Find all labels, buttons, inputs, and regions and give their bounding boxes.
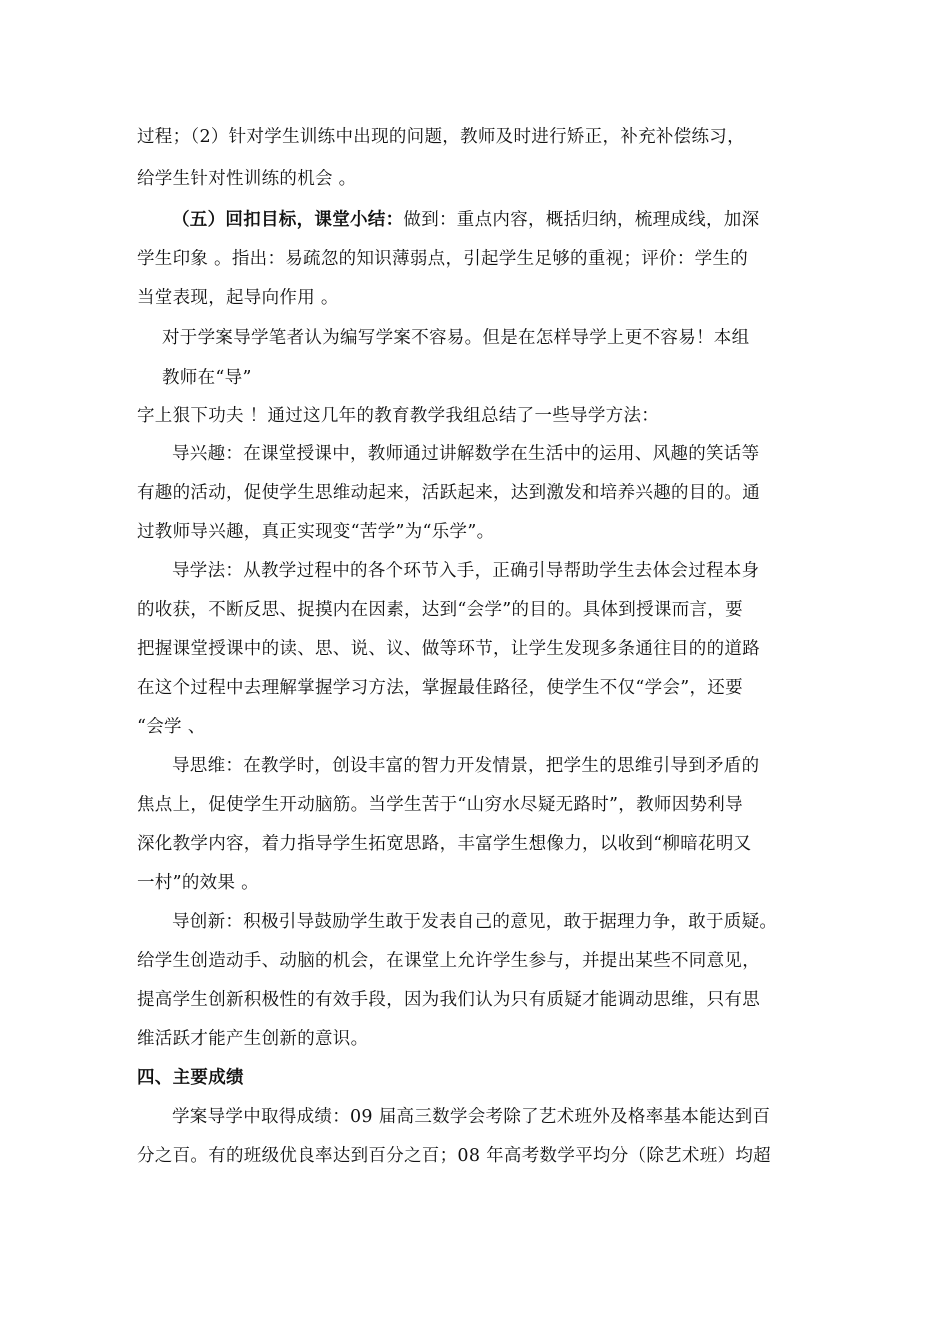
text-line: 当堂表现，起导向作用 。 bbox=[137, 288, 339, 308]
text-line: “会学 、 bbox=[137, 717, 206, 737]
text-line: 学案导学中取得成绩：09 届高三数学会考除了艺术班外及格率基本能达到百 bbox=[172, 1107, 771, 1127]
section-5-heading: （五）回扣目标，课堂小结： bbox=[172, 210, 404, 230]
text-line: 给学生针对性训练的机会 。 bbox=[137, 169, 357, 189]
section-5-text: 做到：重点内容，概括归纳，梳理成线，加深 bbox=[403, 210, 760, 230]
text-line: 过教师导兴趣，真正实现变“苦学”为“乐学”。 bbox=[137, 522, 495, 542]
text-line: 一村”的效果 。 bbox=[137, 873, 259, 893]
text-line: 把握课堂授课中的读、思、说、议、做等环节，让学生发现多条通往目的的道路 bbox=[137, 639, 760, 659]
section-4-heading: 四、主要成绩 bbox=[137, 1068, 244, 1088]
text-line: 在这个过程中去理解掌握学习方法，掌握最佳路径，使学生不仅“学会”，还要 bbox=[137, 678, 743, 698]
text-line: 导兴趣：在课堂授课中，教师通过讲解数学在生活中的运用、风趣的笑话等 bbox=[172, 444, 760, 464]
text-line: 有趣的活动，促使学生思维动起来，活跃起来，达到激发和培养兴趣的目的。通 bbox=[137, 483, 760, 503]
text-line: 对于学案导学笔者认为编写学案不容易。但是在怎样导学上更不容易！本组 bbox=[162, 328, 750, 348]
text-line: 维活跃才能产生创新的意识。 bbox=[137, 1029, 369, 1049]
text-line: 字上狠下功夫 ！通过这几年的教育教学我组总结了一些导学方法： bbox=[137, 406, 660, 426]
text-line: 教师在“导” bbox=[162, 368, 252, 388]
text-line: 学生印象 。指出：易疏忽的知识薄弱点，引起学生足够的重视；评价：学生的 bbox=[137, 249, 749, 269]
text-line: 导思维：在教学时，创设丰富的智力开发情景，把学生的思维引导到矛盾的 bbox=[172, 756, 760, 776]
text-line: 提高学生创新积极性的有效手段，因为我们认为只有质疑才能调动思维，只有思 bbox=[137, 990, 760, 1010]
text-line: 过程；（2）针对学生训练中出现的问题，教师及时进行矫正，补充补偿练习， bbox=[137, 127, 745, 147]
text-line: 导创新：积极引导鼓励学生敢于发表自己的意见，敢于据理力争，敢于质疑。 bbox=[172, 912, 778, 932]
text-line: 的收获，不断反思、捉摸内在因素，达到“会学”的目的。具体到授课而言，要 bbox=[137, 600, 743, 620]
text-line: 分之百。有的班级优良率达到百分之百；08 年高考数学平均分（除艺术班）均超 bbox=[137, 1146, 771, 1166]
text-line: 给学生创造动手、动脑的机会，在课堂上允许学生参与，并提出某些不同意见， bbox=[137, 951, 760, 971]
text-line: 深化教学内容，着力指导学生拓宽思路，丰富学生想像力，以收到“柳暗花明又 bbox=[137, 834, 752, 854]
text-line: 导学法：从教学过程中的各个环节入手，正确引导帮助学生去体会过程本身 bbox=[172, 561, 760, 581]
text-line: 焦点上，促使学生开动脑筋。当学生苦于“山穷水尽疑无路时”，教师因势利导 bbox=[137, 795, 743, 815]
section-5-paragraph bbox=[172, 208, 759, 232]
